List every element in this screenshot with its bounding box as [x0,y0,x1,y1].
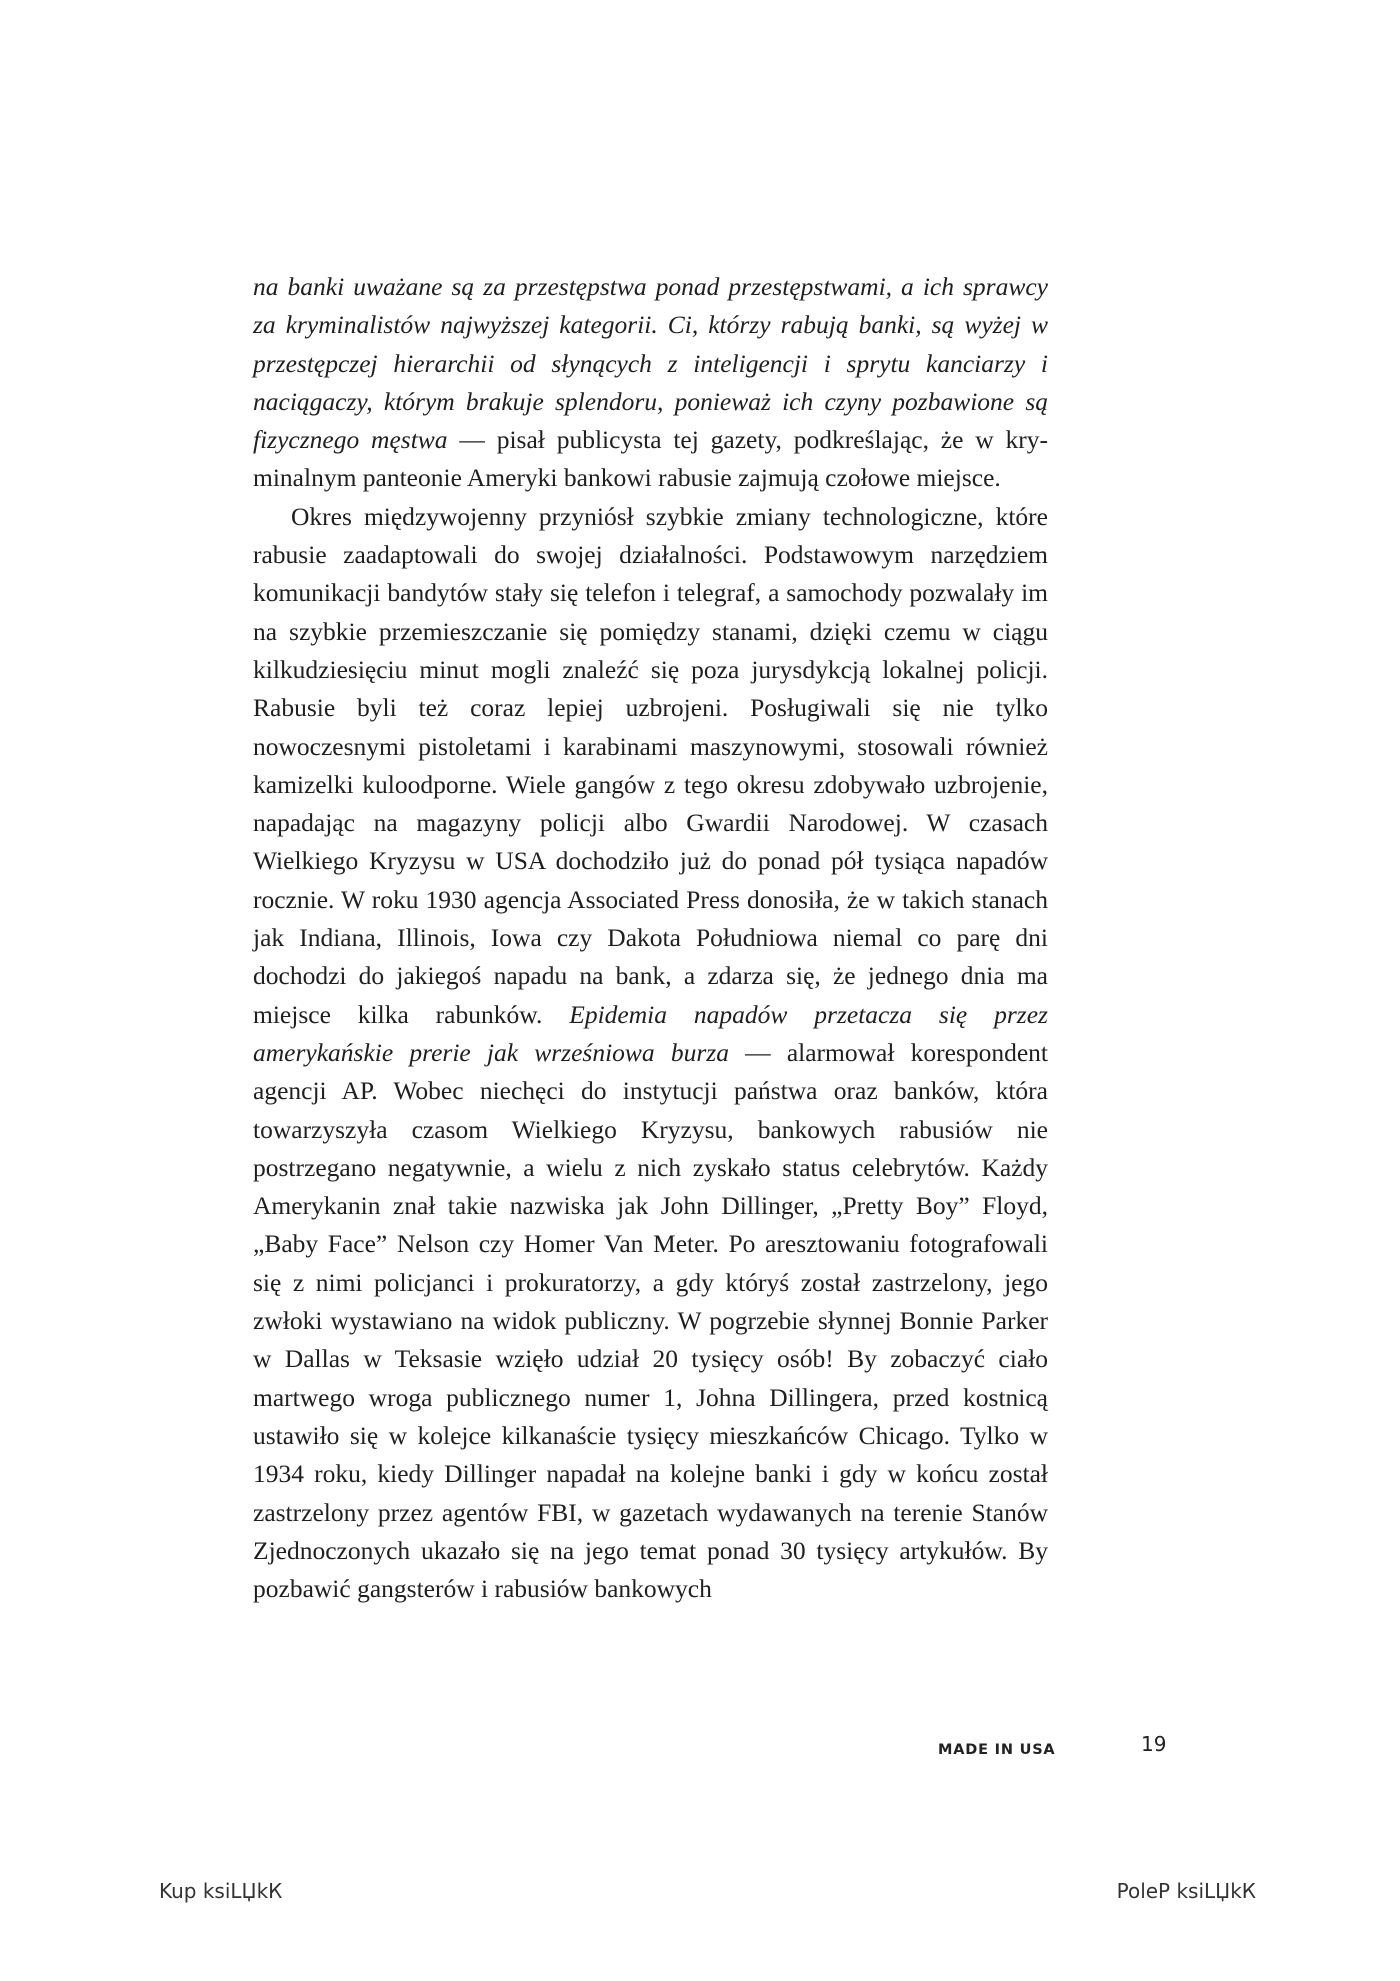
paragraph-continuation [253,268,1048,498]
running-footer-title: MADE IN USA [938,1742,1056,1758]
paragraph-text: — pisał publicysta tej gazety, podkreślając, że w kryminalnym panteonie Ameryki bankowi rabusie zajmują czołowe miejsce. [253,425,1048,493]
italic-quote: Epidemia napadów przetacza się przez amerykańskie prerie jak wrześniowa burza [253,999,1048,1067]
paragraph-text: Okres międzywojenny przyniósł szybkie zmiany technologiczne, które rabusie zaadaptowali do swojej działalności. Podstawowym narzędziem komunikacji bandytów stały się telefon i telegraf, a samochody pozwalały im na szybkie przemieszczanie się pomiędzy stanami, dzięki czemu w ciągu kilkudziesięciu minut mogli znaleźć się poza jurysdykcją lokalnej policji. Rabusie byli też coraz lepiej uzbrojeni. Posługiwali się nie tylko nowoczesnymi pistoletami i karabinami maszynowymi, stosowali również kamizelki kuloodporne. Wiele gangów z tego okresu zdobywało uzbrojenie, napadając na magazyny policji albo Gwardii Narodowej. W czasach Wielkiego Kryzysu w USA dochodziło już do ponad pół tysiąca napadów rocznie. W roku 1930 agencja Associated Press donosiła, że w takich stanach jak Indiana, Illinois, Iowa czy Dakota Południowa niemal co parę dni dochodzi do jakiegoś napadu na bank, a zdarza się, że jednego dnia ma miejsce kilka rabunków. [253,501,1048,1029]
paragraph-interwar [253,498,1048,1609]
paragraph-text: — alarmował korespondent agencji AP. Wobec niechęci do instytucji państwa oraz banków, która towarzyszyła czasom Wielkiego Kryzysu, bankowych rabusiów nie postrzegano negatywnie, a wielu z nich zyskało status celebrytów. Każdy Amerykanin znał takie nazwiska jak John Dillinger, „Pretty Boy” Floyd, „Baby Face” Nelson czy Homer Van Meter. Po aresztowaniu fotografowali się z nimi policjanci i prokuratorzy, a gdy któryś został zastrzelony, jego zwłoki wystawiano na widok publiczny. W pogrzebie słynnej Bonnie Parker w Dallas w Teksasie wzięło udział 20 tysięcy osób! By zobaczyć ciało martwego wroga publicznego numer 1, Johna Dillingera, przed kostnicą ustawiło się w kolejce kilkanaście tysięcy mieszkańców Chicago. Tylko w 1934 roku, kiedy Dillinger napadał na kolejne banki i gdy w końcu został zastrzelony przez agentów FBI, w gazetach wydawanych na terenie Stanów Zjednoczonych ukazało się na jego temat ponad 30 tysięcy artykułów. By pozbawić gangsterów i rabusiów bankowych [253,1037,1048,1604]
page-number: 19 [1141,1732,1167,1756]
buy-book-link[interactable]: Kup ksiLЏkК [159,1879,283,1903]
page-body [253,268,1048,1608]
italic-quote: na banki uważane są za przestępstwa ponad przestępstwami, a ich sprawcy za kryminalistów najwyższej kategorii. Ci, którzy rabują banki, są wyżej w przestępczej hierarchii od słynących z inteligencji i sprytu kanciarzy i naciągaczy, którym brakuje splendoru, ponieważ ich czyny pozbawione są fizycznego męstwa [253,272,1048,455]
recommend-book-link[interactable]: PoleР ksiLЏkК [1116,1879,1256,1903]
